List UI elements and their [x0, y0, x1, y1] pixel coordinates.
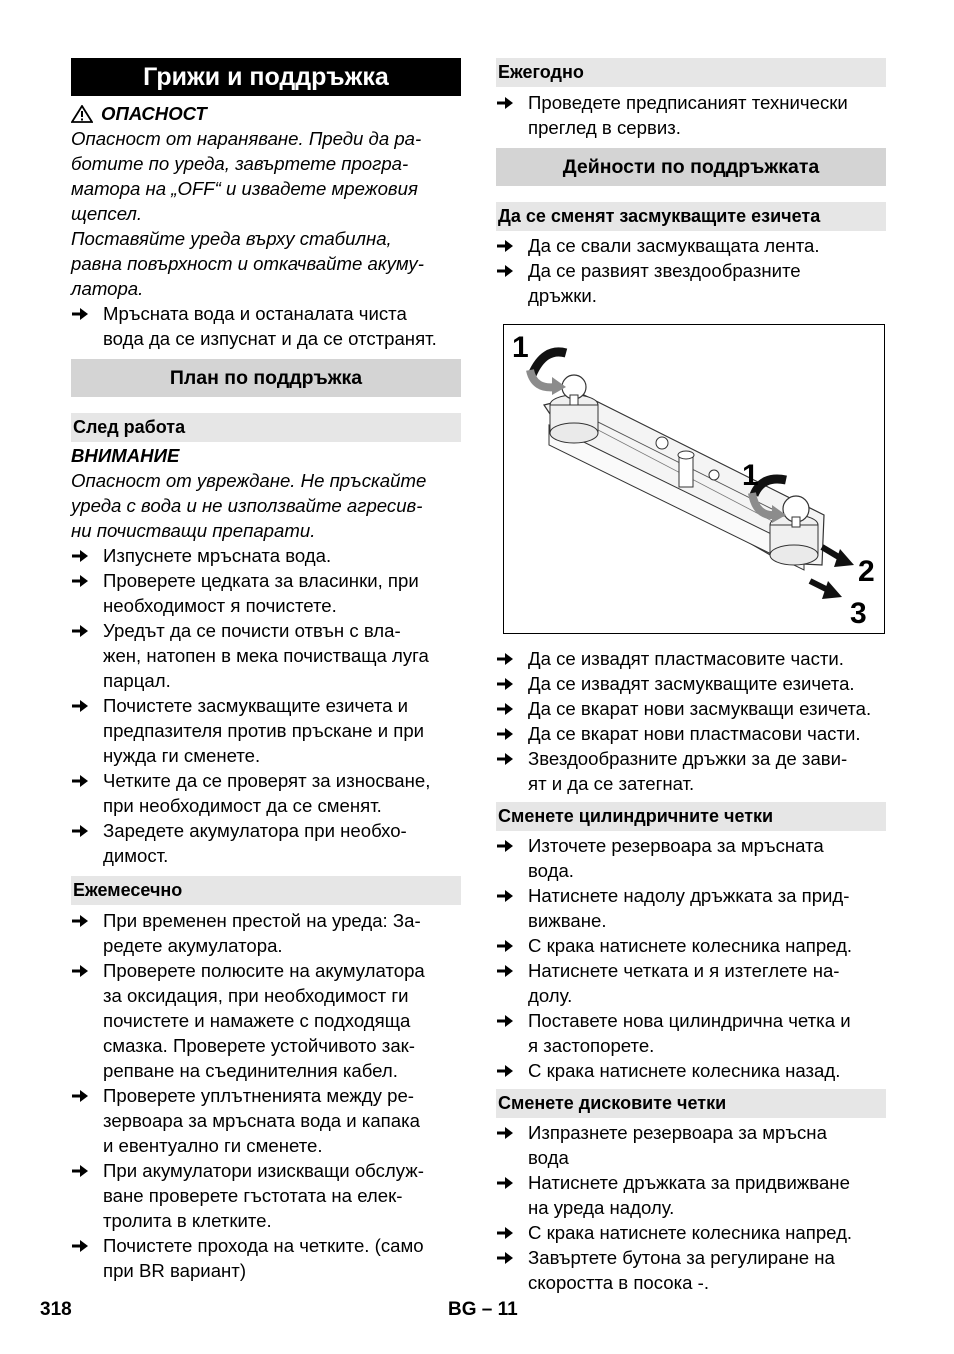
after-work-heading: След работа	[71, 413, 461, 442]
list-item-line: При временен престой на уреда: За-	[103, 910, 421, 931]
list-item	[71, 1158, 461, 1233]
list-item-line: редете акумулатора.	[103, 935, 283, 956]
list-item-text	[103, 958, 461, 1083]
list-item-text	[103, 301, 461, 351]
arrow-right-icon	[71, 618, 103, 693]
squeegee-illustration	[503, 324, 885, 634]
arrow-right-icon	[71, 693, 103, 768]
list-item-line: Четките да се проверят за износване,	[103, 770, 431, 791]
list-item-line: При акумулатори изискващи обслуж-	[103, 1160, 424, 1181]
list-item-line: Да се извадят пластмасовите части.	[528, 648, 844, 669]
list-item-text	[103, 693, 461, 768]
list-item	[71, 1083, 461, 1158]
list-item	[496, 1220, 886, 1245]
text-line: уреда с вода и не използвайте агресив-	[71, 495, 423, 516]
arrow-right-icon	[71, 543, 103, 568]
list-item-line: тролита в клетките.	[103, 1210, 272, 1231]
list-item-line: жен, натопен в мека почистваща луга	[103, 645, 429, 666]
list-item-text	[103, 568, 461, 618]
arrow-right-icon	[71, 958, 103, 1083]
list-item-line: Изпразнете резервоара за мръсна	[528, 1122, 827, 1143]
list-item-text	[528, 1220, 886, 1245]
list-item-line: Проверете уплътненията между ре-	[103, 1085, 414, 1106]
arrow-right-icon	[496, 1120, 528, 1170]
list-item-text	[103, 768, 461, 818]
list-item-text	[528, 258, 886, 308]
squeegee-list-a	[496, 233, 886, 308]
list-item-line: вода да се изпуснат и да се отстранят.	[103, 328, 437, 349]
list-item	[496, 258, 886, 308]
monthly-heading: Ежемесечно	[71, 876, 461, 905]
list-item	[496, 696, 886, 721]
list-item-text	[528, 1245, 886, 1295]
arrow-right-icon	[496, 258, 528, 308]
list-item-text	[528, 90, 886, 140]
list-item-line: Звездообразните дръжки за де зави-	[528, 748, 848, 769]
list-item	[496, 90, 886, 140]
list-item-line: преглед в сервиз.	[528, 117, 681, 138]
list-item	[496, 1170, 886, 1220]
arrow-right-icon	[496, 233, 528, 258]
arrow-right-icon	[496, 1058, 528, 1083]
list-item-line: за оксидация, при необходимост ги	[103, 985, 409, 1006]
list-item-line: вода.	[528, 860, 574, 881]
after-work-list	[71, 543, 461, 868]
list-item-line: зервоара за мръсната вода и капака	[103, 1110, 420, 1131]
list-item-text	[103, 1158, 461, 1233]
list-item-line: Заредете акумулатора при необхо-	[103, 820, 407, 841]
text-line: равна повърхност и откачвайте акуму-	[71, 253, 424, 274]
list-item-line: Да се свали засмукващата лента.	[528, 235, 820, 256]
list-item-line: при BR вариант)	[103, 1260, 247, 1281]
list-item-text	[103, 1233, 461, 1283]
text-line: ботите по уреда, завъртете програ-	[71, 153, 409, 174]
list-item-line: Почистете засмукващите езичета и	[103, 695, 409, 716]
arrow-right-icon	[71, 768, 103, 818]
list-item-line: Почистете прохода на четките. (само	[103, 1235, 424, 1256]
list-item	[496, 883, 886, 933]
arrow-right-icon	[496, 721, 528, 746]
list-item-text	[528, 233, 886, 258]
list-item-line: Уредът да се почисти отвън с вла-	[103, 620, 401, 641]
list-item-text	[528, 883, 886, 933]
arrow-right-icon	[496, 746, 528, 796]
list-item	[71, 618, 461, 693]
list-item-line: Натиснете четката и я изтеглете на-	[528, 960, 840, 981]
list-item-line: С крака натиснете колесника напред.	[528, 1222, 853, 1243]
list-item	[71, 1233, 461, 1283]
list-item-line: Да се вкарат нови засмукващи езичета.	[528, 698, 872, 719]
monthly-list	[71, 908, 461, 1283]
danger-heading	[71, 101, 461, 126]
list-item-text	[528, 1120, 886, 1170]
list-item-text	[103, 908, 461, 958]
list-item-line: нужда ги сменете.	[103, 745, 261, 766]
list-item-line: Поставете нова цилиндрична четка и	[528, 1010, 851, 1031]
disc-brush-heading: Сменете дисковите четки	[496, 1089, 886, 1118]
list-item-line: необходимост я почистете.	[103, 595, 337, 616]
list-item-text	[528, 721, 886, 746]
text-line: Опасност от увреждане. Не пръскайте	[71, 470, 427, 491]
danger-label: ОПАСНОСТ	[101, 103, 207, 124]
list-item-line: предпазителя против пръскане и при	[103, 720, 425, 741]
yearly-list	[496, 90, 886, 140]
list-item	[71, 543, 461, 568]
list-item-line: димост.	[103, 845, 169, 866]
list-item-line: Проверете цедката за власинки, при	[103, 570, 419, 591]
list-item-line: парцал.	[103, 670, 171, 691]
cylinder-brush-list	[496, 833, 886, 1083]
list-item	[71, 693, 461, 768]
list-item-line: Натиснете надолу дръжката за прид-	[528, 885, 850, 906]
list-item-line: Завъртете бутона за регулиране на	[528, 1247, 835, 1268]
yearly-heading: Ежегодно	[496, 58, 886, 87]
list-item-line: на уреда надолу.	[528, 1197, 675, 1218]
list-item-text	[528, 833, 886, 883]
list-item-line: Проверете полюсите на акумулатора	[103, 960, 425, 981]
list-item-line: дръжки.	[528, 285, 597, 306]
list-item-line: при необходимост да се сменят.	[103, 795, 382, 816]
squeegee-drawing	[504, 325, 884, 633]
list-item-text	[103, 818, 461, 868]
arrow-right-icon	[496, 671, 528, 696]
list-item-line: С крака натиснете колесника назад.	[528, 1060, 841, 1081]
list-item	[496, 646, 886, 671]
list-item-text	[528, 1170, 886, 1220]
text-line: матора на „OFF“ и извадете мрежовия	[71, 178, 418, 199]
list-item-text	[528, 1008, 886, 1058]
arrow-right-icon	[496, 933, 528, 958]
list-item-text	[103, 543, 461, 568]
list-item	[71, 301, 461, 351]
arrow-right-icon	[71, 1158, 103, 1233]
list-item-text	[528, 671, 886, 696]
list-item-text	[528, 746, 886, 796]
right-column	[496, 58, 886, 1295]
arrow-right-icon	[71, 908, 103, 958]
section-title: Грижи и поддръжка	[71, 58, 461, 96]
arrow-right-icon	[496, 90, 528, 140]
list-item	[71, 568, 461, 618]
step-label-3: 3	[850, 597, 867, 630]
step-label-1a: 1	[512, 331, 529, 364]
list-item-line: Изпуснете мръсната вода.	[103, 545, 332, 566]
list-item	[71, 818, 461, 868]
arrow-right-icon	[496, 1008, 528, 1058]
text-line: Поставяйте уреда върху стабилна,	[71, 228, 392, 249]
arrow-right-icon	[71, 1083, 103, 1158]
list-item-line: вода	[528, 1147, 569, 1168]
disc-brush-list	[496, 1120, 886, 1295]
arrow-right-icon	[496, 1245, 528, 1295]
list-item	[496, 233, 886, 258]
page-number: 318	[40, 1299, 72, 1320]
list-item	[71, 908, 461, 958]
list-item-text	[103, 1083, 461, 1158]
squeegee-list-b	[496, 646, 886, 796]
warning-triangle-icon	[71, 105, 93, 123]
arrow-right-icon	[496, 696, 528, 721]
list-item	[496, 1245, 886, 1295]
list-item-line: С крака натиснете колесника напред.	[528, 935, 853, 956]
activities-heading: Дейности по поддръжката	[496, 148, 886, 186]
list-item-line: Да се развият звездообразните	[528, 260, 801, 281]
attention-label: ВНИМАНИЕ	[71, 445, 180, 466]
list-item-line: Натиснете дръжката за придвижване	[528, 1172, 850, 1193]
arrow-right-icon	[496, 646, 528, 671]
arrow-right-icon	[71, 1233, 103, 1283]
arrow-right-icon	[496, 833, 528, 883]
list-item-line: и евентуално ги сменете.	[103, 1135, 323, 1156]
arrow-right-icon	[496, 1170, 528, 1220]
attention-heading	[71, 443, 461, 468]
list-item-text	[528, 933, 886, 958]
list-item-line: вижване.	[528, 910, 607, 931]
step-label-2: 2	[858, 555, 875, 588]
list-item-line: скоростта в посока -.	[528, 1272, 709, 1293]
arrow-right-icon	[71, 301, 103, 351]
list-item-line: Да се вкарат нови пластмасови части.	[528, 723, 861, 744]
text-line: щепсел.	[71, 203, 143, 224]
list-item	[496, 671, 886, 696]
arrow-right-icon	[496, 883, 528, 933]
list-item-line: репване на съединителния кабел.	[103, 1060, 398, 1081]
step-label-1b: 1	[742, 459, 759, 492]
arrow-right-icon	[71, 818, 103, 868]
attention-text	[71, 468, 461, 543]
list-item	[496, 958, 886, 1008]
list-item	[496, 1058, 886, 1083]
list-item-line: я застопорете.	[528, 1035, 655, 1056]
list-item-text	[528, 696, 886, 721]
list-item	[496, 833, 886, 883]
text-line: латора.	[71, 278, 144, 299]
list-item-line: ване проверете гъстотата на елек-	[103, 1185, 403, 1206]
intro-list	[71, 301, 461, 351]
list-item-line: Източете резервоара за мръсната	[528, 835, 824, 856]
plan-heading: План по поддръжка	[71, 359, 461, 397]
list-item	[496, 1120, 886, 1170]
arrow-right-icon	[71, 568, 103, 618]
squeegee-heading: Да се сменят засмукващите езичета	[496, 202, 886, 231]
list-item-text	[528, 958, 886, 1008]
danger-text	[71, 126, 461, 301]
cylinder-brush-heading: Сменете цилиндричните четки	[496, 802, 886, 831]
list-item	[496, 721, 886, 746]
list-item	[71, 958, 461, 1083]
list-item-line: Да се извадят засмукващите езичета.	[528, 673, 855, 694]
list-item-line: Проведете предписаният технически	[528, 92, 848, 113]
list-item-line: долу.	[528, 985, 573, 1006]
list-item-line: ят и да се затегнат.	[528, 773, 695, 794]
list-item-text	[528, 646, 886, 671]
list-item-text	[528, 1058, 886, 1083]
list-item-line: почистете и намажете с подходяща	[103, 1010, 411, 1031]
section-footer: BG – 11	[448, 1299, 518, 1320]
list-item-line: Мръсната вода и останалата чиста	[103, 303, 407, 324]
arrow-right-icon	[496, 1220, 528, 1245]
text-line: Опасност от нараняване. Преди да ра-	[71, 128, 422, 149]
list-item	[496, 746, 886, 796]
list-item	[71, 768, 461, 818]
left-column	[71, 58, 461, 1283]
arrow-right-icon	[496, 958, 528, 1008]
list-item-line: смазка. Проверете устойчивото зак-	[103, 1035, 415, 1056]
list-item	[496, 1008, 886, 1058]
text-line: ни почистващи препарати.	[71, 520, 316, 541]
list-item	[496, 933, 886, 958]
list-item-text	[103, 618, 461, 693]
